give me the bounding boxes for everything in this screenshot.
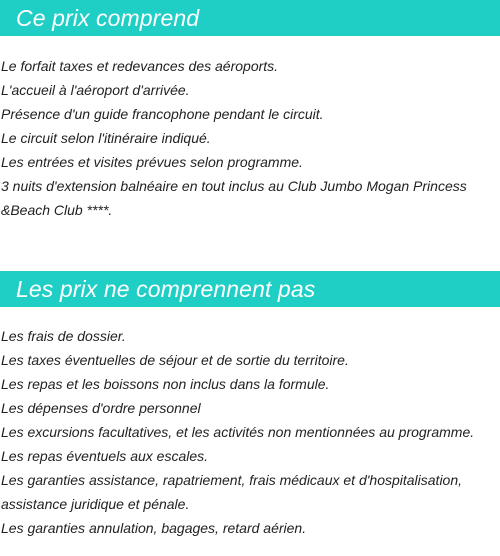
list-item: Le forfait taxes et redevances des aéroports. (1, 58, 279, 74)
list-item: Le circuit selon l'itinéraire indiqué. (1, 130, 211, 146)
list-item: assistance juridique et pénale. (1, 496, 190, 512)
list-item: Les dépenses d'ordre personnel (1, 400, 201, 416)
included-section (0, 0, 500, 222)
excluded-list (0, 324, 500, 540)
list-item: Les repas éventuels aux escales. (1, 448, 209, 464)
list-item: Les excursions facultatives, et les activités non mentionnées au programme. (1, 424, 475, 440)
list-item: Les repas et les boissons non inclus dans la formule. (1, 376, 330, 392)
list-item: Les garanties assistance, rapatriement, frais médicaux et d'hospitalisation, (1, 472, 463, 488)
list-item: Les entrées et visites prévues selon programme. (1, 154, 303, 170)
excluded-section (0, 271, 500, 540)
included-list (0, 54, 500, 222)
list-item: Les taxes éventuelles de séjour et de sortie du territoire. (1, 352, 349, 368)
excluded-header: Les prix ne comprennent pas (0, 271, 500, 307)
list-item: L'accueil à l'aéroport d'arrivée. (1, 82, 190, 98)
included-header: Ce prix comprend (0, 0, 500, 36)
list-item: &Beach Club ****. (1, 202, 113, 218)
list-item: Présence d'un guide francophone pendant le circuit. (1, 106, 324, 122)
list-item: 3 nuits d'extension balnéaire en tout inclus au Club Jumbo Mogan Princess (1, 178, 467, 194)
list-item: Les frais de dossier. (1, 328, 126, 344)
list-item: Les garanties annulation, bagages, retard aérien. (1, 520, 307, 536)
